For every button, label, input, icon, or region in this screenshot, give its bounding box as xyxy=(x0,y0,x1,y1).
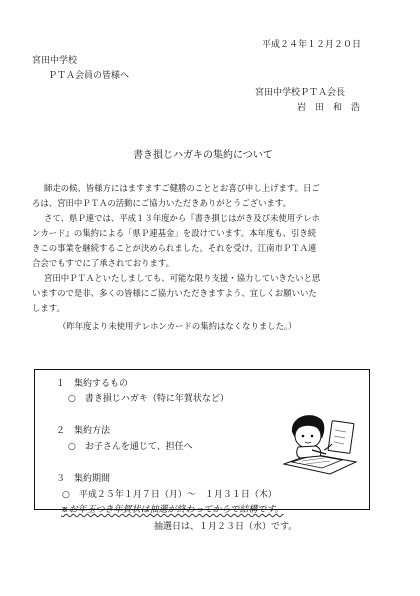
paragraph-line: ンカード』の集約による「県Ｐ連基金」を設けています。本年度も、引き続 xyxy=(32,228,317,238)
section-item: ○ 平成２５年１月７日（月）～ １月３１日（木） xyxy=(62,490,277,500)
document-title: 書き損じハガキの集約について xyxy=(133,150,273,161)
child-writing-illustration xyxy=(282,410,358,476)
section-heading: １ 集約するもの xyxy=(56,379,129,389)
paragraph-line: きこの事業を継続することが決められました。それを受け、江南市ＰＴＡ連 xyxy=(32,243,317,253)
paragraph-line: いますので是非、多くの皆様にご協力いただきますよう、宜しくお願いいた xyxy=(32,288,317,298)
paragraph-line: ろは、宮田中ＰＴＡの活動にご協力いただきありがとうございます。 xyxy=(32,198,291,208)
section-item: ○ お子さんを通じて、担任へ xyxy=(68,442,193,452)
sender-name: 岩 田 和 浩 xyxy=(297,103,361,113)
document-date: 平成２４年１２月２０日 xyxy=(262,40,362,50)
section-item: ○ 書き損じハガキ（特に年賀状など） xyxy=(68,394,229,404)
paragraph-line: 合会でもすでに了承されております。 xyxy=(32,258,174,268)
lottery-date-note: 抽選日は、１月２３日（水）です。 xyxy=(154,522,298,532)
recipient-addressee: ＰＴＡ会員の皆様へ xyxy=(48,71,130,81)
paragraph-line: 師走の候、皆様方にはますますご健勝のこととお喜び申し上げます。日ご xyxy=(44,183,320,193)
paragraph-line: （昨年度より未使用テレホンカードの集約はなくなりました。） xyxy=(58,321,297,331)
section-heading: ３ 集約期間 xyxy=(56,474,111,484)
sender-org: 宮田中学校ＰＴＡ会長 xyxy=(255,88,346,98)
recipient-school: 宮田中学校 xyxy=(32,56,78,66)
paragraph-line: します。 xyxy=(32,303,65,313)
section-heading: ２ 集約方法 xyxy=(56,426,111,436)
new-year-card-note: ※お年玉つき年賀状は抽選が終わってからで結構です。 xyxy=(61,505,284,515)
paragraph-line: 宮田中ＰＴＡといたしましても、可能な限り支援・協力していきたいと思 xyxy=(44,273,321,283)
paragraph-line: さて、県Ｐ連では、平成１３年度から『書き損じはがき及び未使用テレホ xyxy=(44,213,321,223)
